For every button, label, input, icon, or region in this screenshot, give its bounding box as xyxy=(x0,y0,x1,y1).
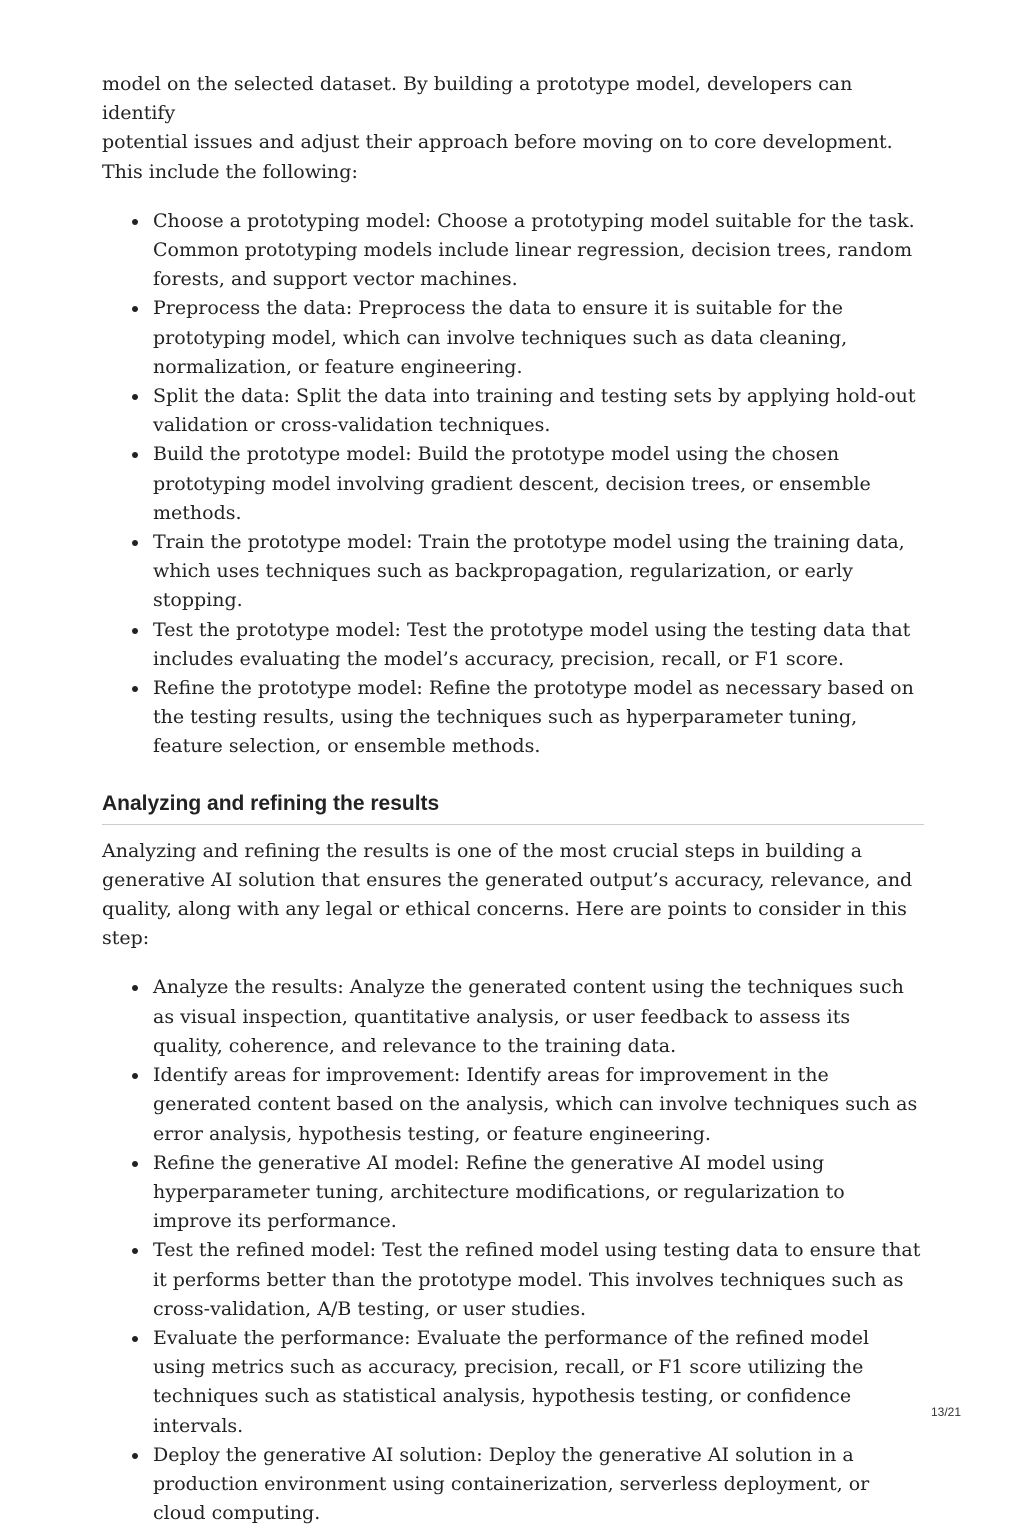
list-item: Test the refined model: Test the refined model using testing data to ensure that it performs better than the prototype model. This involves techniques such as cross-validation, A/B testing, or user studies. xyxy=(153,1236,924,1324)
list-item: Build the prototype model: Build the prototype model using the chosen prototyping model involving gradient descent, decision trees, or ensemble methods. xyxy=(153,440,924,528)
intro-line: This include the following: xyxy=(102,160,358,183)
page-number: 13/21 xyxy=(930,1405,961,1419)
document-body xyxy=(102,70,924,1528)
intro-line: potential issues and adjust their approach before moving on to core development. xyxy=(102,131,893,154)
list-item: Identify areas for improvement: Identify areas for improvement in the generated content based on the analysis, which can involve techniques such as error analysis, hypothesis testing, or feature engineering. xyxy=(153,1061,924,1149)
section-intro-paragraph: Analyzing and refining the results is one of the most crucial steps in building a generative AI solution that ensures the generated output’s accuracy, relevance, and quality, along with any legal or ethical concerns. Here are points to consider in this step: xyxy=(102,839,913,950)
list-item: Deploy the generative AI solution: Deploy the generative AI solution in a production environment using containerization, serverless deployment, or cloud computing. xyxy=(153,1441,924,1528)
list-item: Analyze the results: Analyze the generated content using the techniques such as visual inspection, quantitative analysis, or user feedback to assess its quality, coherence, and relevance to the training data. xyxy=(153,973,924,1061)
list-item: Refine the generative AI model: Refine the generative AI model using hyperparameter tuning, architecture modifications, or regularization to improve its performance. xyxy=(153,1149,924,1237)
intro-paragraph xyxy=(102,70,924,187)
prototype-steps-list xyxy=(102,207,924,762)
list-item: Refine the prototype model: Refine the prototype model as necessary based on the testing results, using the techniques such as hyperparameter tuning, feature selection, or ensemble methods. xyxy=(153,674,924,762)
list-item: Train the prototype model: Train the prototype model using the training data, which uses techniques such as backpropagation, regularization, or early stopping. xyxy=(153,528,924,616)
list-item: Choose a prototyping model: Choose a prototyping model suitable for the task. Common prototyping models include linear regression, decision trees, random forests, and support vector machines. xyxy=(153,207,924,295)
refinement-steps-list xyxy=(102,973,924,1528)
intro-line: model on the selected dataset. By building a prototype model, developers can identify xyxy=(102,73,853,125)
list-item: Split the data: Split the data into training and testing sets by applying hold-out validation or cross-validation techniques. xyxy=(153,382,924,440)
list-item: Preprocess the data: Preprocess the data to ensure it is suitable for the prototyping model, which can involve techniques such as data cleaning, normalization, or feature engineering. xyxy=(153,294,924,382)
list-item: Test the prototype model: Test the prototype model using the testing data that includes evaluating the model’s accuracy, precision, recall, or F1 score. xyxy=(153,616,924,674)
section-heading: Analyzing and refining the results xyxy=(102,790,924,825)
list-item: Evaluate the performance: Evaluate the performance of the refined model using metrics such as accuracy, precision, recall, or F1 score utilizing the techniques such as statistical analysis, hypothesis testing, or confidence intervals. xyxy=(153,1324,924,1441)
